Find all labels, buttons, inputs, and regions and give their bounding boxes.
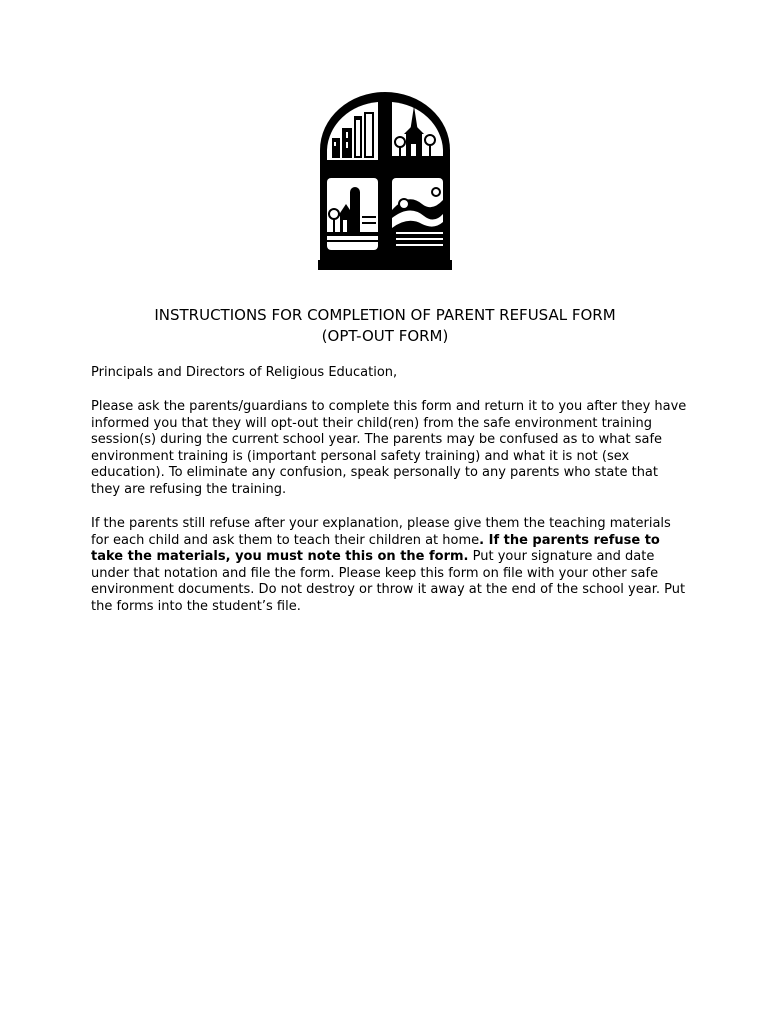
paragraph-2-end: Put your signature and date under that notation and file the form. Please keep this form on file with your other safe environment documents. Do not destroy or throw it away at the end of the school year. Put the forms into the student’s file.: [91, 549, 686, 614]
title-line-2: (OPT-OUT FORM): [321, 327, 449, 345]
church-pane: [392, 102, 443, 160]
document-title: [0, 305, 770, 347]
farm-pane: [327, 178, 378, 250]
hills-pane: [392, 178, 443, 250]
diocese-logo: [318, 92, 452, 270]
instruction-paragraph-1: Please ask the parents/guardians to complete this form and return it to you after they have informed you that they will opt-out their child(ren) from the safe environment training session(s) during the current school year. The parents may be confused as to what safe environment training is (important personal safety training) and what it is not (sex education). To eliminate any confusion, speak personally to any parents who state that they are refusing the training.: [91, 399, 687, 497]
instruction-paragraph-2: [91, 516, 691, 616]
paragraph-2-start: If the parents still refuse after your explanation, please give them the teaching materials for each child and ask them to teach their children at home: [91, 516, 671, 548]
city-skyline-pane: [327, 102, 378, 160]
paragraph-2-bold-note: . If the parents refuse to take the materials, you must note this on the form.: [91, 532, 660, 565]
salutation: Principals and Directors of Religious Education,: [91, 365, 398, 380]
title-line-1: INSTRUCTIONS FOR COMPLETION OF PARENT REFUSAL FORM: [154, 306, 616, 324]
